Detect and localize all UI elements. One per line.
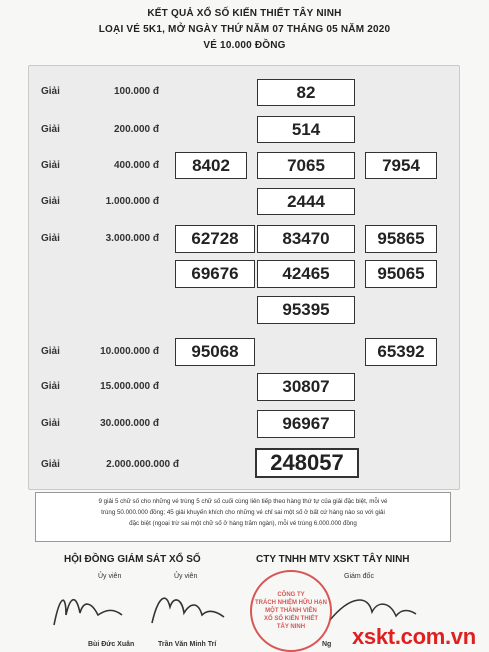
winning-number: 7065 — [257, 152, 355, 179]
winning-number: 62728 — [175, 225, 255, 253]
winning-number: 7954 — [365, 152, 437, 179]
winning-number: 96967 — [257, 410, 355, 438]
winning-number: 95068 — [175, 338, 255, 366]
prize-label: Giải — [41, 124, 60, 135]
winning-number: 514 — [257, 116, 355, 143]
prize-amount: 400.000 đ — [113, 160, 159, 171]
stamp-line: TRÁCH NHIỆM HỮU HẠN — [255, 600, 327, 606]
member-name: Trần Văn Minh Trí — [158, 641, 217, 648]
winning-number: 95395 — [257, 296, 355, 324]
company-stamp — [250, 570, 332, 652]
prize-note — [35, 492, 451, 542]
prize-amount: 30.000.000 đ — [100, 418, 159, 429]
prize-label: Giải — [41, 459, 60, 470]
header-ticket-price: VÉ 10.000 ĐỒNG — [203, 40, 286, 51]
prize-label: Giải — [41, 196, 60, 207]
winning-number: 65392 — [365, 338, 437, 366]
winning-number: 82 — [257, 79, 355, 106]
note-line: 9 giải 5 chữ số cho những vé trùng 5 chữ số cuối cùng liên tiếp theo hàng thứ tự của giải đặc biệt, mỗi vé — [98, 498, 388, 505]
prize-label: Giải — [41, 346, 60, 357]
winning-number: 95865 — [365, 225, 437, 253]
prize-amount: 15.000.000 đ — [100, 381, 159, 392]
stamp-line: CÔNG TY — [277, 592, 305, 598]
site-watermark: xskt.com.vn — [352, 624, 476, 649]
director-name: Ng — [322, 641, 332, 648]
prize-label: Giải — [41, 160, 60, 171]
special-winning-number: 248057 — [255, 448, 359, 478]
prize-amount: 10.000.000 đ — [100, 346, 159, 357]
prize-table — [28, 65, 460, 490]
note-line: đặc biệt (ngoại trừ sai một chữ số ở hàng trăm ngàn), mỗi vé trúng 6.000.000 đồng — [129, 520, 357, 527]
stamp-line: XỔ SỐ KIẾN THIẾT — [263, 616, 318, 622]
prize-label: Giải — [41, 233, 60, 244]
winning-number: 83470 — [257, 225, 355, 253]
header-ticket-type: LOẠI VÉ 5K1, MỞ NGÀY THỨ NĂM 07 THÁNG 05 NĂM 2020 — [98, 24, 391, 35]
prize-amount: 1.000.000 đ — [105, 196, 159, 207]
prize-amount: 200.000 đ — [113, 124, 159, 135]
winning-number: 69676 — [175, 260, 255, 288]
prize-label: Giải — [41, 381, 60, 392]
prize-amount: 3.000.000 đ — [105, 233, 159, 244]
director-role: Giám đốc — [344, 573, 374, 580]
prize-label: Giải — [41, 86, 60, 97]
council-title: HỘI ĐỒNG GIÁM SÁT XỔ SỐ — [64, 554, 201, 565]
note-line: trúng 50.000.000 đồng; 45 giải khuyến khích cho những vé chỉ sai một số ở bất cứ hàng nào so với giải — [101, 509, 385, 516]
prize-label: Giải — [41, 418, 60, 429]
prize-amount: 2.000.000.000 đ — [106, 459, 179, 470]
winning-number: 8402 — [175, 152, 247, 179]
header-title: KẾT QUẢ XỔ SỐ KIẾN THIẾT TÂY NINH — [147, 8, 342, 19]
winning-number: 30807 — [257, 373, 355, 401]
stamp-line: TÂY NINH — [276, 624, 306, 630]
member-role: Ủy viên — [98, 573, 122, 580]
member-name: Bùi Đức Xuân — [88, 641, 135, 648]
company-title: CTY TNHH MTV XSKT TÂY NINH — [256, 554, 410, 565]
prize-amount: 100.000 đ — [113, 86, 159, 97]
winning-number: 2444 — [257, 188, 355, 215]
handwritten-signatures — [40, 585, 260, 635]
winning-number: 95065 — [365, 260, 437, 288]
stamp-line: MỘT THÀNH VIÊN — [265, 608, 317, 614]
results-header — [0, 6, 489, 54]
winning-number: 42465 — [257, 260, 355, 288]
member-role: Ủy viên — [174, 573, 198, 580]
